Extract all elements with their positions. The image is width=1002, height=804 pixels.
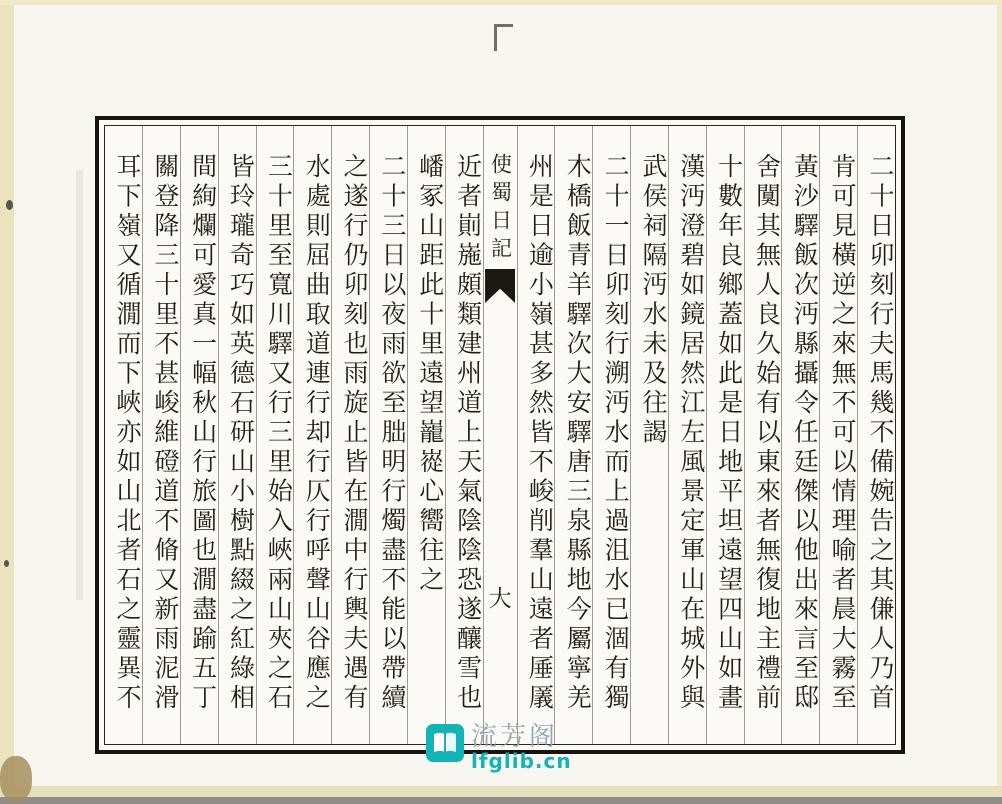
- text-column-l5: 水處則屈曲取道連行却行仄行呼聲山谷應之: [293, 126, 331, 744]
- text-column-l3: 二十三日以夜雨欲至朏明行燭盡不能以帶續: [369, 126, 407, 744]
- text-column-l10: 耳下嶺又循㵎而下峽亦如山北者石之靈異不: [112, 153, 142, 714]
- text-column-l2: 嶓冢山距此十里遠望巃嵸心嚮往之: [407, 126, 445, 744]
- scan-speck: [4, 560, 9, 567]
- text-column-r2: 肯可見橫逆之來無不可以情理喻者晨大霧至: [819, 126, 857, 744]
- scan-speck: [6, 200, 13, 210]
- text-column-r9: 木橋飯青羊驛次大安驛唐三泉縣地今屬寧羌: [554, 126, 592, 744]
- book-icon: [426, 724, 464, 762]
- text-column-l1: 近者崱崺頗類建州道上天氣陰陰恐遂釀雪也: [445, 126, 483, 744]
- scan-edge-top: [0, 0, 1002, 5]
- text-column-l8: 間絢爛可愛真一幅秋山行旅圖也㵎盡踰五丁: [180, 126, 218, 744]
- fishtail-mark: [485, 269, 515, 303]
- text-column-l4: 之遂行仍卯刻也雨旋止皆在㵎中行輿夫遇有: [331, 126, 369, 744]
- page-number: 大: [488, 586, 512, 612]
- print-frame: [95, 116, 905, 754]
- print-frame-inner: [104, 125, 896, 745]
- scan-shadow-bottom: [0, 797, 1002, 804]
- banxin-column: [483, 126, 517, 744]
- scan-edge-bottom: [0, 786, 1002, 797]
- watermark-site-url: lfglib.cn: [471, 749, 572, 774]
- text-column-r10: 州是日逾小嶺甚多然皆不峻削羣山遠者厜㕒: [517, 126, 555, 744]
- scan-edge-right: [997, 0, 1002, 804]
- text-column-r4: 舍闃其無人良久始有以東來者無復地主禮前: [744, 126, 782, 744]
- text-column-r6: 漢沔澄碧如鏡居然江左風景定軍山在城外與: [668, 126, 706, 744]
- text-column-l7: 皆玲瓏奇巧如英德石研山小樹點綴之紅綠相: [218, 126, 256, 744]
- watermark-site-name: 流芳阁: [471, 722, 559, 752]
- text-column-r1: 二十日卯刻行夫馬幾不備婉告之其傔人乃首: [857, 126, 895, 744]
- site-watermark: [426, 724, 572, 772]
- scan-edge-left: [0, 0, 14, 804]
- book-title: 使蜀日記: [488, 153, 513, 265]
- scan-streak: [76, 170, 83, 600]
- text-columns: [105, 126, 895, 744]
- watermark-text: [471, 724, 572, 772]
- page-curl-mark: [494, 24, 513, 51]
- text-column-l9: 關登降三十里不甚峻維磴道不脩又新雨泥滑: [142, 126, 180, 744]
- text-column-l6: 三十里至寬川驛又行三里始入峽兩山夾之石: [256, 126, 294, 744]
- text-column-r5: 十數年良鄉蓋如此是日地平坦遠望四山如畫: [706, 126, 744, 744]
- text-column-r7: 武侯祠隔沔水未及往謁: [630, 126, 668, 744]
- text-column-r3: 黃沙驛飯次沔縣攝令任廷傑以他出來言至邸: [781, 126, 819, 744]
- scan-stain: [0, 756, 32, 802]
- text-column-r8: 二十一日卯刻行溯沔水而上過沮水已涸有獨: [592, 126, 630, 744]
